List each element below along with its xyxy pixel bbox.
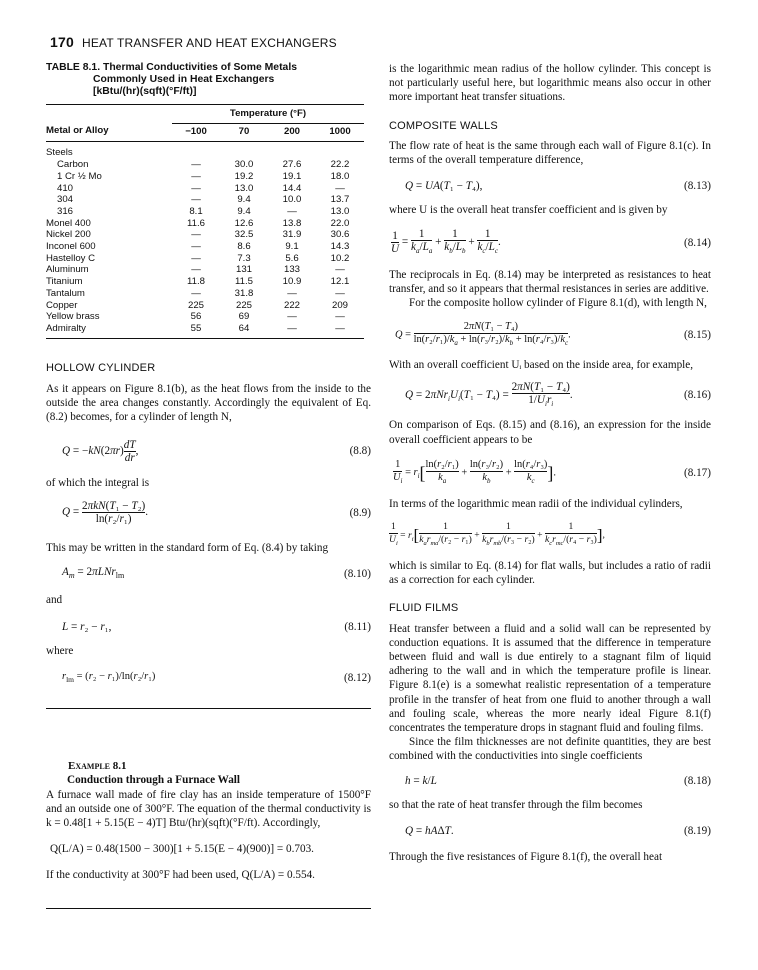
temp-col-header: −100 (172, 123, 220, 142)
conductivity-value: 9.4 (237, 194, 251, 206)
conductivity-value: 55 (172, 323, 220, 338)
example-conclusion: If the conductivity at 300°F had been used, Q(L/A) = 0.554. (46, 869, 315, 882)
metal-name: Carbon (57, 159, 89, 171)
equation-8-16: $Q = 2\pi Nr_iU_i(T_1 - T_4)$ = $\frac{\text{2πN(T₁ − T₄)}}{1/U_ir_i}$ . (8.16) (405, 380, 711, 409)
page-number: 170 (50, 34, 74, 50)
conductivity-value: 9.4 (237, 205, 251, 217)
hollow-paragraph: As it appears on Figure 8.1(b), as the heat flows from the inside to the outside the area changes constantly. Accordingly the equivalent of Eq. (8.2) becomes, for a cylinder of length N, (46, 382, 371, 424)
equation-8-15: Q = $\frac{\text{2πN(T₁ − T₄)}}{\ln(r_2/r_1)/k_a + \ln(r_3/r_2)/k_b + \ln(r_4/r_3)/k_c}$ . (8.15) (395, 321, 711, 348)
conductivity-value: 18.0 (330, 170, 350, 182)
example-result: Q(L/A) = 0.48(1500 − 300)[1 + 5.15(E − 4)(900)] = 0.703. (50, 843, 314, 856)
metal-name: 304 (57, 194, 74, 206)
composite-cylinder-paragraph: For the composite hollow cylinder of Figure 8.1(d), with length N, (409, 297, 707, 310)
metal-name: Titanium (46, 276, 83, 288)
table-row (46, 218, 364, 230)
conductivity-value: — (191, 252, 201, 264)
conductivity-value: 10.0 (282, 194, 302, 206)
running-head (50, 34, 337, 50)
equation-8-13: Q = UA(T₁ − T₄), (8.13) (405, 180, 711, 193)
where-u-text: where U is the overall heat transfer coefficient and is given by (389, 204, 668, 217)
conductivity-value: — (191, 229, 201, 241)
conductivity-value: — (191, 194, 201, 206)
equation-8-19: Q = hAΔT. (8.19) (405, 825, 711, 838)
conductivity-value: 22.0 (330, 217, 350, 229)
eq-number: (8.12) (343, 672, 371, 685)
conductivity-value: 133 (283, 264, 300, 276)
conductivity-value: 222 (283, 299, 300, 311)
conductivity-value: — (191, 159, 201, 171)
conductivity-value: 8.6 (237, 241, 251, 253)
conductivity-value: 19.1 (282, 170, 302, 182)
conductivity-value: 225 (235, 299, 252, 311)
table-row (46, 241, 364, 253)
conductivity-value: 12.1 (330, 276, 350, 288)
equation-8-8: Q = −kN(2πr) $\frac{dT}{dr}$ , (8.8) (62, 438, 371, 464)
table-row (46, 229, 364, 241)
eq-number: (8.8) (349, 445, 371, 458)
equation-8-14: $\frac{1}{U}$ = $\frac{1}{k_a/L_a}$ + $\frac{1}{k_b/L_b}$ + $\frac{1}{k_c/L_c}$ . (8.14) (391, 228, 711, 256)
conductivity-value: — (335, 264, 345, 276)
table-row (46, 288, 364, 300)
reciprocal-paragraph: The reciprocals in Eq. (8.14) may be interpreted as resistances to heat transfer, and so it appears that thermal resistances in series are additive. (389, 268, 711, 295)
conductivity-value: — (287, 287, 297, 299)
equation-8-10: $A_m = 2\pi LNr_{lm}$ (8.10) (62, 565, 371, 581)
conductivity-table (46, 104, 364, 339)
temp-col-header: 70 (220, 123, 268, 142)
metal-name: Nickel 200 (46, 229, 91, 241)
table-row (46, 276, 364, 288)
example-paragraph: A furnace wall made of fire clay has an inside temperature of 1500°F and an outside one of 300°F. The equation of the thermal conductivity is k = 0.48[1 + 5.15(E − 4)T] Btu/(hr)(sqft)(°F/ft). Accordingly, (46, 788, 371, 830)
conductivity-value: 9.1 (285, 241, 299, 253)
table-body (46, 159, 364, 338)
eq-number: (8.10) (343, 567, 371, 580)
running-title: HEAT TRANSFER AND HEAT EXCHANGERS (81, 36, 337, 50)
equation-8-9: Q = $\frac{\text{2πkN(T₁ − T₂)}}{\text{ln(r₂/r₁)}}$ . (8.9) (62, 500, 371, 526)
example-bottom-rule (46, 908, 371, 909)
where-text: where (46, 644, 74, 657)
metal-name: Yellow brass (46, 311, 100, 323)
conductivity-value: 14.4 (282, 182, 302, 194)
standard-form-text: This may be written in the standard form of Eq. (8.4) by taking (46, 541, 329, 554)
conductivity-value: 56 (190, 311, 202, 323)
metal-name: 410 (57, 182, 74, 194)
metal-name: Tantalum (46, 287, 85, 299)
conductivity-value: 30.6 (330, 229, 350, 241)
table-row (46, 253, 364, 265)
conductivity-value: 209 (331, 299, 348, 311)
and-text: and (46, 594, 63, 607)
hollow-cylinder-heading: HOLLOW CYLINDER (46, 361, 156, 374)
composite-paragraph: The flow rate of heat is the same through each wall of Figure 8.1(c). In terms of the overall temperature difference, (389, 139, 711, 167)
table-row (46, 159, 364, 171)
conductivity-value: 225 (187, 299, 204, 311)
logmean-paragraph: is the logarithmic mean radius of the hollow cylinder. This concept is not particularly useful here, but logarithmic means also occur in other more important heat transfer situations. (389, 63, 711, 104)
temp-col-header: 1000 (316, 123, 364, 142)
conductivity-value: 13.0 (330, 205, 350, 217)
eq-number: (8.15) (683, 329, 711, 342)
eq-number: (8.11) (344, 620, 371, 633)
eq-number: (8.17) (683, 466, 711, 479)
left-column (46, 62, 371, 883)
table-row (46, 183, 364, 195)
equation-8-12: $r_{lm} = (r_2 - r_1)/\ln(r_2/r_1)$ (8.12) (62, 670, 371, 685)
conductivity-value: — (191, 287, 201, 299)
table-row (46, 264, 364, 276)
metal-name: Admiralty (46, 323, 172, 338)
conductivity-value: — (316, 323, 364, 338)
conductivity-value: 11.8 (187, 276, 205, 288)
table-units: [kBtu/(hr)(sqft)(°F/ft)] (93, 86, 197, 97)
conductivity-value: 31.9 (282, 229, 302, 241)
metal-name: Copper (46, 299, 78, 311)
conductivity-value: — (335, 287, 345, 299)
conductivity-value: 10.9 (282, 276, 302, 288)
eq-number: (8.16) (683, 389, 711, 402)
conductivity-value: — (335, 182, 345, 194)
metal-name: Aluminum (46, 264, 89, 276)
temperature-header: Temperature (°F) (172, 105, 364, 124)
table-label: TABLE 8.1. (46, 62, 101, 73)
metal-name: Hastelloy C (46, 252, 96, 264)
eq-number: (8.18) (683, 774, 711, 787)
conductivity-value: — (191, 264, 201, 276)
equation-8-17: $\frac{1}{U_i}$ = $r_i$[ $\frac{\text{ln(r₂/r₁)}}{k_a}$ + $\frac{\text{ln(r₃/r₂)}}{k_b}$ + $\frac{\text{ln(r₄/r₃)}}{k_c}$ ]. (8.17) (393, 458, 711, 485)
metal-name: 316 (57, 205, 74, 217)
conductivity-value: 14.3 (330, 241, 350, 253)
temp-col-header: 200 (268, 123, 316, 142)
conductivity-value: 7.3 (237, 252, 251, 264)
metal-name: Inconel 600 (46, 241, 96, 253)
conductivity-value: 69 (238, 311, 250, 323)
eq-number: (8.14) (683, 236, 711, 249)
conductivity-value: 8.1 (189, 205, 203, 217)
eq-number: (8.13) (683, 180, 711, 193)
conductivity-value: 11.5 (235, 276, 253, 288)
example-title: Example 8.1 (68, 760, 127, 773)
conductivity-value: 64 (220, 323, 268, 338)
eq-number: (8.19) (683, 825, 711, 838)
example-subtitle: Conduction through a Furnace Wall (67, 774, 241, 787)
similar-paragraph: which is similar to Eq. (8.14) for flat walls, but includes a ratio of radii as a correction for each cylinder. (389, 560, 711, 587)
conductivity-value: — (268, 323, 316, 338)
composite-walls-heading: COMPOSITE WALLS (389, 119, 498, 132)
table-title-2: Commonly Used in Heat Exchangers (93, 74, 275, 85)
conductivity-value: 31.8 (234, 287, 254, 299)
table-row (46, 323, 364, 338)
table-row (46, 311, 364, 323)
table-row (46, 300, 364, 312)
conductivity-value: — (191, 170, 201, 182)
conductivity-value: — (287, 205, 297, 217)
equation-8-18: h = k/L (8.18) (405, 774, 711, 787)
conductivity-value: — (287, 311, 297, 323)
conductivity-value: 12.6 (234, 217, 254, 229)
integral-text: of which the integral is (46, 477, 150, 490)
conductivity-value: 22.2 (330, 159, 350, 171)
conductivity-value: 19.2 (234, 170, 254, 182)
conductivity-value: 13.7 (330, 194, 350, 206)
equation-8-11: L = r₂ − r₁, (8.11) (62, 620, 371, 633)
conductivity-value: — (335, 311, 345, 323)
metal-name: Monel 400 (46, 217, 91, 229)
equation-logmean: $\frac{1}{U_i}$ = $r_i$[ $\frac{1}{k_ar_{ma}/(r_2 - r_1)}$ + $\frac{1}{k_br_{mb}/(r_3 - r_2)}$ + $\frac{1}{k_cr_{mc}/(r_4 - r_3)}$ ], (389, 521, 711, 551)
conductivity-value: 13.0 (234, 182, 254, 194)
conductivity-value: — (191, 182, 201, 194)
table-row (46, 194, 364, 206)
metal-column-header: Metal or Alloy (46, 123, 172, 142)
conductivity-value: 131 (235, 264, 252, 276)
fluid-paragraph-2: Since the film thicknesses are not definite quantities, they are best combined with the conductivities into single coefficients (389, 736, 711, 763)
overall-coefficient-text: With an overall coefficient Uᵢ based on the inside area, for example, (389, 359, 694, 372)
so-that-text: so that the rate of heat transfer through the film becomes (389, 798, 643, 811)
fluid-films-heading: FLUID FILMS (389, 602, 459, 615)
table-title-1: Thermal Conductivities of Some Metals (102, 62, 297, 73)
logmean-radii-text: In terms of the logarithmic mean radii of the individual cylinders, (389, 497, 683, 510)
example-top-rule (46, 708, 371, 709)
conductivity-value: 32.5 (234, 229, 254, 241)
through-text: Through the five resistances of Figure 8.1(f), the overall heat (389, 851, 663, 864)
comparison-paragraph: On comparison of Eqs. (8.15) and (8.16), an expression for the inside overall coefficient appears to be (389, 419, 711, 446)
conductivity-value: — (191, 241, 201, 253)
table-row (46, 206, 364, 218)
conductivity-value: 5.6 (285, 252, 299, 264)
metal-name: 1 Cr ½ Mo (57, 170, 102, 182)
right-column (389, 62, 711, 865)
conductivity-value: 10.2 (330, 252, 350, 264)
table-row (46, 171, 364, 183)
fluid-paragraph-1: Heat transfer between a fluid and a solid wall can be represented by conduction equations. It is assumed that the difference in temperature between fluid and wall is due entirely to a stagnant film of liquid adhering to the wall and in which the temperature profile is linear. Figure 8.1(e) is a somewhat realistic representation of a temperature profile in the transfer of heat from one fluid to another through a wall and fouling scale, whereas the more nearly ideal Figure 8.1(f) concentrates the temperature drops in stagnant fluid and fouling films. (389, 622, 711, 735)
group-label: Steels (46, 147, 73, 159)
conductivity-value: 27.6 (282, 159, 302, 171)
conductivity-value: 11.6 (187, 217, 205, 229)
conductivity-value: 30.0 (234, 159, 254, 171)
table-caption (46, 62, 371, 98)
eq-number: (8.9) (349, 506, 371, 519)
conductivity-value: 13.8 (282, 217, 302, 229)
